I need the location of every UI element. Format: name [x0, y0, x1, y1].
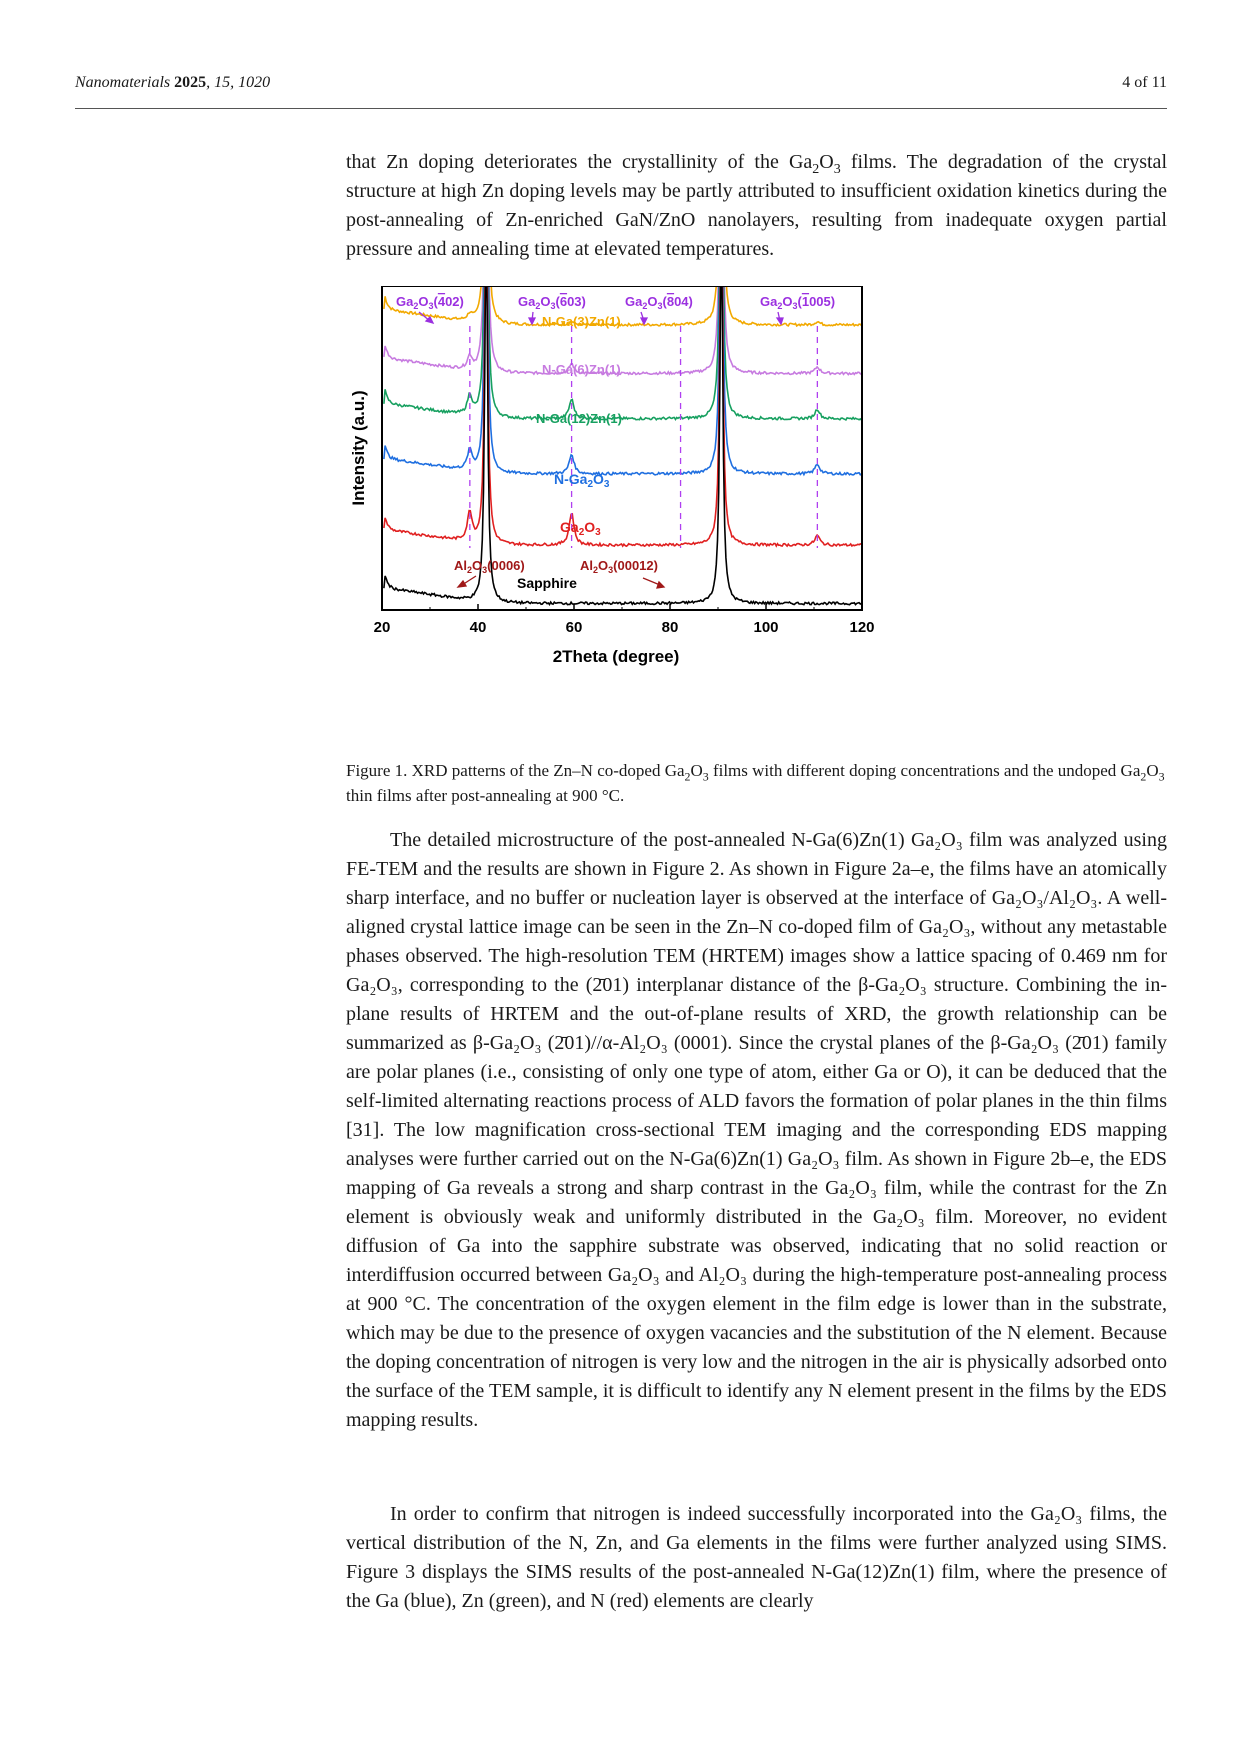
label-al2o3-0006: $Al_2O_3(0006)$ — [454, 558, 525, 575]
xrd-figure — [346, 286, 946, 746]
xrd-curves — [384, 286, 862, 605]
x-tick-label-5: 120 — [849, 619, 875, 636]
peak-label-1005: $Ga_2O_3(1005)$ — [760, 294, 836, 311]
label-n-ga2o3: $N-Ga_2O_3$ — [554, 471, 610, 490]
body-paragraph-2: The detailed microstructure of the post-annealed N-Ga(6)Zn(1) Ga₂O₃ film was analyzed using FE-TEM and the results are shown in Figure 2. As shown in Figure 2a–e, the films have an atomically sharp interface, and no buffer or nucleation layer is observed at the interface of Ga₂O₃/Al₂O₃. A well-aligned crystal lattice image can be seen in the Zn–N co-doped film of Ga₂O₃, without any metastable phases observed. The high-resolution TEM (HRTEM) images show a lattice spacing of 0.469 nm for Ga₂O₃, corresponding to the (2̄01) interplanar distance of the β-Ga₂O₃ structure. Combining the in-plane results of HRTEM and the out-of-plane results of XRD, the growth relationship can be summarized as β-Ga₂O₃ (2̄01)//α-Al₂O₃ (0001). Since the crystal planes of the β-Ga₂O₃ (2̄01) family are polar planes (i.e., consisting of only one type of atom, either Ga or O), it can be deduced that the self-limited alternating reactions process of ALD favors the formation of polar planes in the thin films [31]. The low magnification cross-sectional TEM imaging and the corresponding EDS mapping analyses were further carried out on the N-Ga(6)Zn(1) Ga₂O₃ film. As shown in Figure 2b–e, the EDS mapping of Ga reveals a strong and sharp contrast in the Ga₂O₃ film, while the contrast for the Zn element is obviously weak and uniformly distributed in the Ga₂O₃ film. Moreover, no evident diffusion of Ga into the sapphire substrate was observed, indicating that no solid reaction or interdiffusion occurred between Ga₂O₃ and Al₂O₃ during the high-temperature post-annealing process at 900 °C. The concentration of the oxygen element in the film edge is lower than in the substrate, which may be due to the presence of oxygen vacancies and the substitution of the N element. Because the doping concentration of nitrogen is very low and the nitrogen in the air is physically adsorbed onto the surface of the TEM sample, it is difficult to identify any N element present in the films by the EDS mapping results. — [346, 829, 1167, 1431]
peak-marker-lines — [470, 326, 818, 548]
peak-label-402: $Ga_2O_3(402)$ — [396, 294, 464, 311]
figure-label: Figure 1. — [346, 761, 408, 780]
page-number: 4 of 11 — [1122, 74, 1167, 91]
x-tick-label-3: 80 — [661, 619, 679, 636]
x-axis-ticks — [374, 604, 875, 636]
y-axis-label: Intensity (a.u.) — [349, 390, 368, 506]
label-sapphire: Sapphire — [517, 575, 577, 591]
journal-citation: Nanomaterials 2025, 15, 1020 — [75, 74, 271, 91]
label-n-ga12zn1: N-Ga(12)Zn(1) — [536, 411, 622, 426]
peak-label-603: $Ga_2O_3(603)$ — [518, 294, 586, 311]
x-tick-label-4: 100 — [753, 619, 779, 636]
series-line-5 — [384, 286, 862, 605]
page-header — [75, 72, 1167, 109]
label-al2o3-00012: $Al_2O_3(00012)$ — [580, 558, 658, 575]
intro-paragraph: that Zn doping deteriorates the crystallinity of the $Ga_2O_3$ films. The degradation of the crystal structure at high Zn doping levels may be partly attributed to insufficient oxidation kinetics during the post-annealing of Zn-enriched GaN/ZnO nanolayers, resulting from inadequate oxygen partial pressure and annealing time at elevated temperatures. — [346, 151, 1167, 260]
x-tick-label-1: 40 — [469, 619, 487, 636]
label-ga2o3: $Ga_2O_3$ — [560, 519, 601, 538]
x-axis-label: 2Theta (degree) — [552, 647, 680, 666]
figure-caption: Figure 1. XRD patterns of the Zn–N co-doped $Ga_2O_3$ films with different doping concentrations and the undoped $Ga_2O_3$ thin films after post-annealing at 900 °C. — [346, 761, 1165, 805]
body-paragraph-3: In order to confirm that nitrogen is indeed successfully incorporated into the Ga₂O₃ films, the vertical distribution of the N, Zn, and Ga elements in the films were further analyzed using SIMS. Figure 3 displays the SIMS results of the post-annealed N-Ga(12)Zn(1) film, where the presence of the Ga (blue), Zn (green), and N (red) elements are clearly — [346, 1503, 1167, 1612]
label-n-ga3zn1: N-Ga(3)Zn(1) — [542, 314, 621, 329]
peak-label-804: $Ga_2O_3(804)$ — [625, 294, 693, 311]
x-tick-label-0: 20 — [373, 619, 391, 636]
x-tick-label-2: 60 — [565, 619, 583, 636]
series-line-3 — [384, 286, 862, 475]
label-n-ga6zn1: N-Ga(6)Zn(1) — [542, 362, 621, 377]
